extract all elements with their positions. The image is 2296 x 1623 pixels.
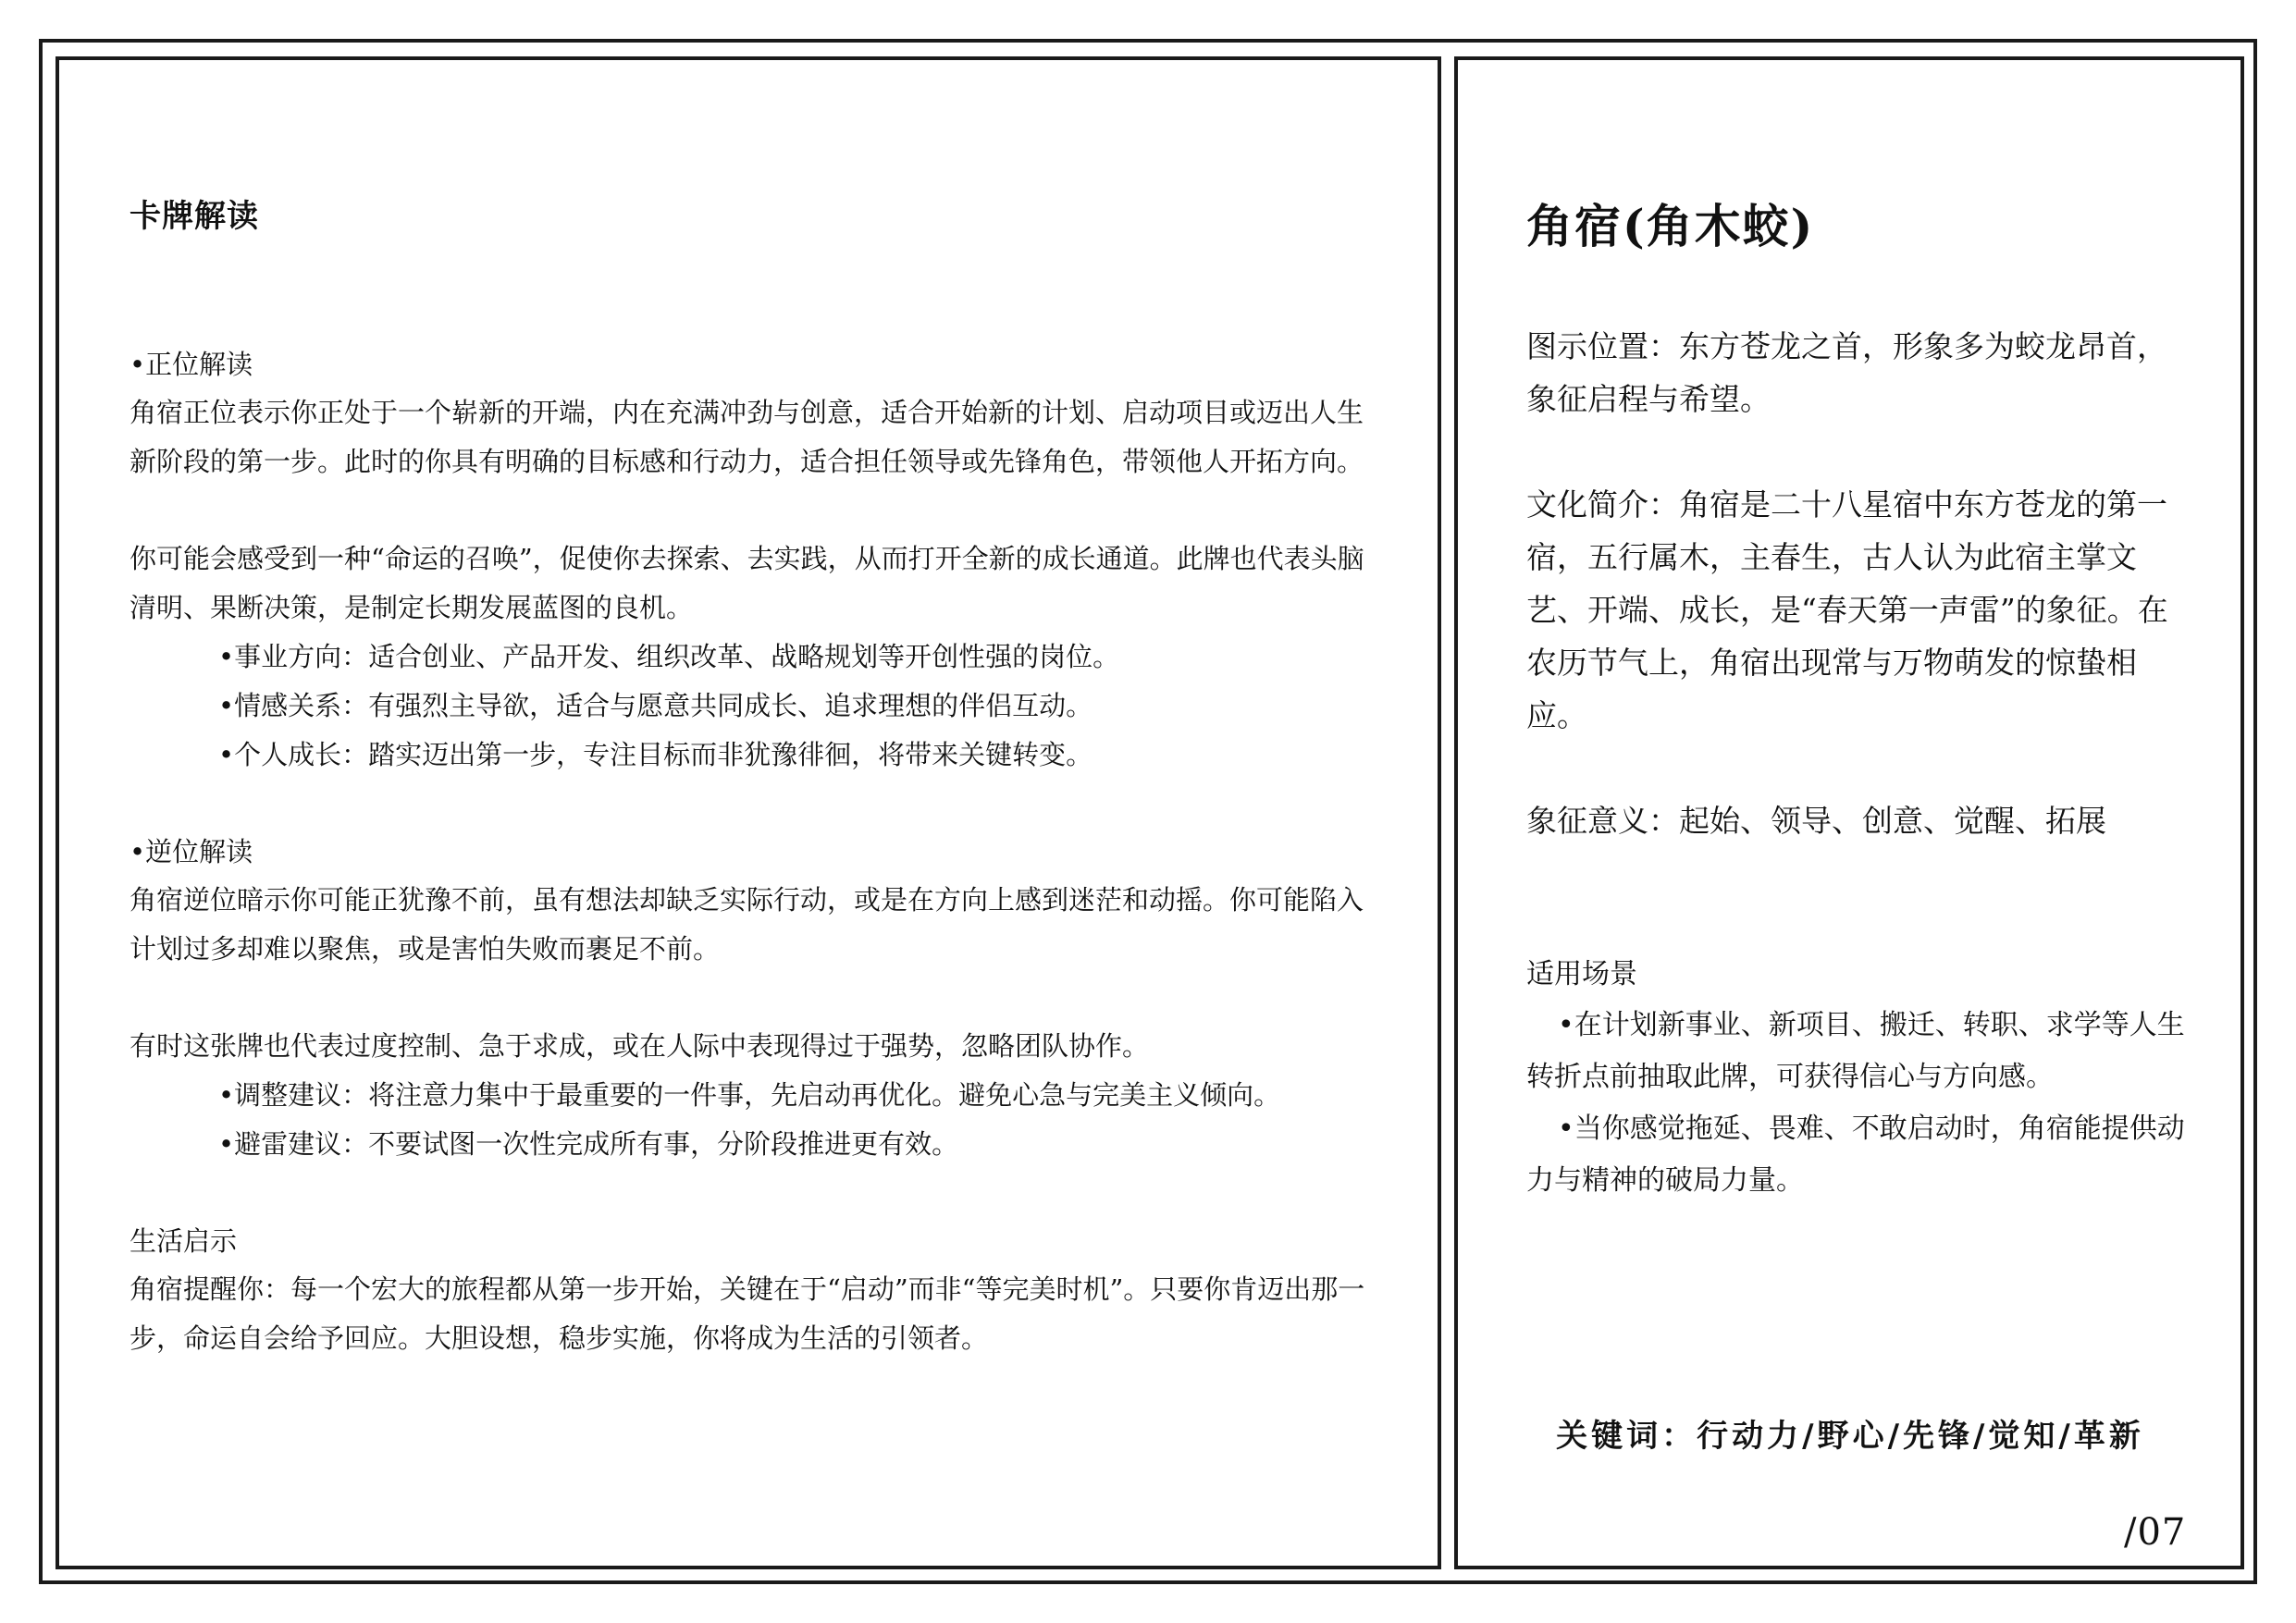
life-section [130,1217,1369,1363]
card-meaning: 象征意义：起始、领导、创意、觉醒、拓展 [1526,803,2106,839]
card-culture: 文化简介：角宿是二十八星宿中东方苍龙的第一宿，五行属木，主春生，古人认为此宿主掌文艺、开端、成长，是“春天第一声雷”的象征。在农历节气上，角宿出现常与万物萌发的惊蛰相应。 [1526,486,2168,733]
upright-paragraph-2: 你可能会感受到一种“命运的召唤”，促使你去探索、去实践，从而打开全新的成长通道。此牌也代表头脑清明、果断决策，是制定长期发展蓝图的良机。 [130,543,1364,623]
card-title: 角宿(角木蛟) [1526,199,1815,253]
upright-bullet-relationship: •情感关系：有强烈主导欲，适合与愿意共同成长、追求理想的伴侣互动。 [218,690,1093,721]
life-heading: 生活启示 [130,1225,238,1257]
scene-item: •在计划新事业、新项目、搬迁、转职、求学等人生转折点前抽取此牌，可获得信心与方向感。 [1526,1009,2185,1093]
card-position: 图示位置：东方苍龙之首，形象多为蛟龙昂首，象征启程与希望。 [1526,328,2167,417]
interpretation-title: 卡牌解读 [130,198,259,235]
reversed-paragraph-2: 有时这张牌也代表过度控制、急于求成，或在人际中表现得过于强势，忽略团队协作。 [130,1030,1150,1062]
keywords: 关键词：行动力/野心/先锋/觉知/革新 [1556,1418,2144,1455]
life-paragraph: 角宿提醒你：每一个宏大的旅程都从第一步开始，关键在于“启动”而非“等完美时机”。只要你肯迈出那一步，命运自会给予回应。大胆设想，稳步实施，你将成为生活的引领者。 [130,1273,1365,1354]
upright-bullet-career: •事业方向：适合创业、产品开发、组织改革、战略规划等开创性强的岗位。 [218,641,1120,672]
upright-bullet-growth: •个人成长：踏实迈出第一步，专注目标而非犹豫徘徊，将带来关键转变。 [218,739,1093,770]
reversed-paragraph-1: 角宿逆位暗示你可能正犹豫不前，虽有想法却缺乏实际行动，或是在方向上感到迷茫和动摇。你可能陷入计划过多却难以聚焦，或是害怕失败而裹足不前。 [130,884,1364,965]
upright-section [130,340,1369,780]
interpretation-content [130,196,1369,1363]
scenes-heading: 适用场景 [1526,958,1637,990]
reversed-section [130,828,1369,1169]
upright-heading: •正位解读 [130,349,253,380]
page-number: /07 [2124,1511,2187,1554]
reversed-bullet-avoid: •避雷建议：不要试图一次性完成所有事，分阶段推进更有效。 [218,1128,959,1160]
reversed-bullets [130,1071,1369,1169]
scenes-section [1526,949,2185,1207]
upright-paragraph-1: 角宿正位表示你正处于一个崭新的开端，内在充满冲劲与创意，适合开始新的计划、启动项目或迈出人生新阶段的第一步。此时的你具有明确的目标感和行动力，适合担任领导或先锋角色，带领他人开拓方向。 [130,397,1364,477]
upright-bullets [130,633,1369,780]
reversed-bullet-adjust: •调整建议：将注意力集中于最重要的一件事，先启动再优化。避免心急与完美主义倾向。 [218,1079,1281,1111]
reversed-heading: •逆位解读 [130,836,253,867]
scene-item: •当你感觉拖延、畏难、不敢启动时，角宿能提供动力与精神的破局力量。 [1526,1113,2185,1197]
card-info-content [1526,320,2183,847]
